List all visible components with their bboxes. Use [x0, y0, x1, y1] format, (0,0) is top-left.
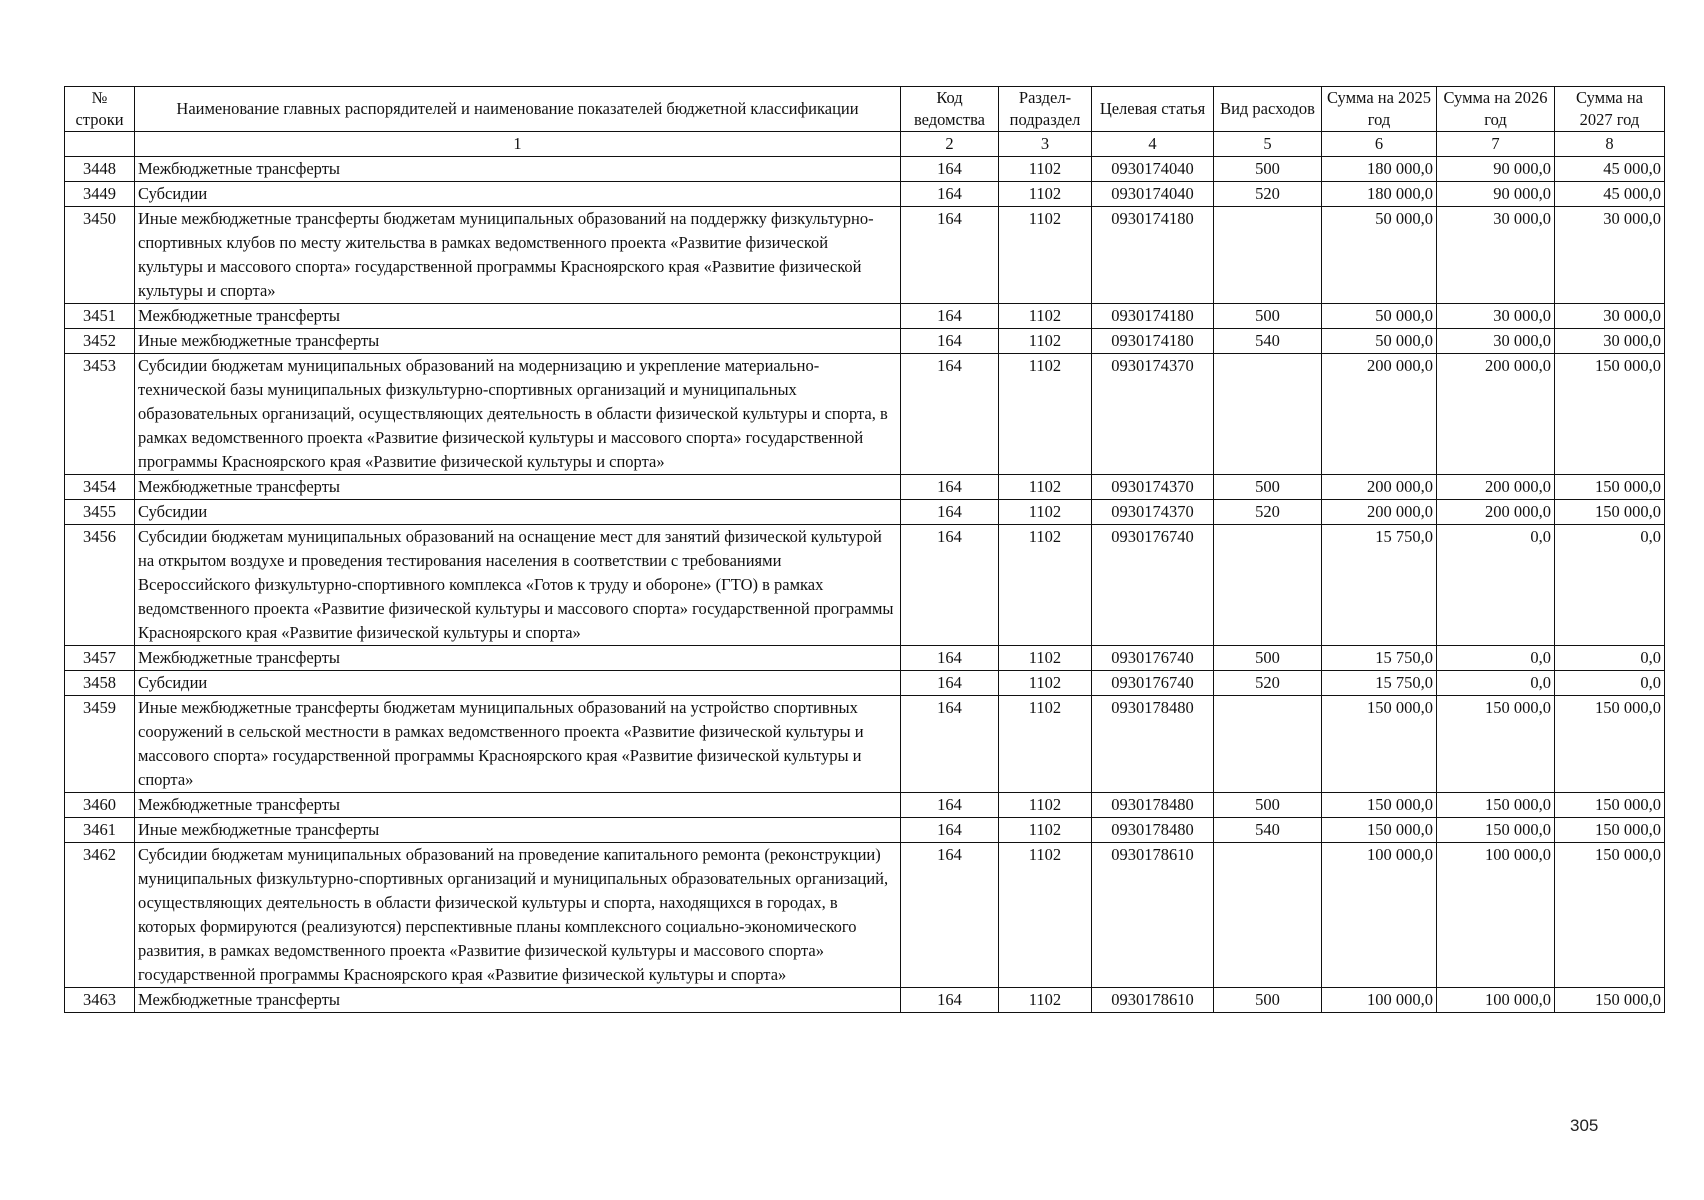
- target-article: 0930174370: [1092, 475, 1214, 500]
- row-number: 3463: [65, 988, 135, 1013]
- column-numbers-row: [65, 132, 1665, 157]
- expense-type: [1214, 696, 1322, 793]
- header-row: [65, 87, 1665, 132]
- sum-2025: 150 000,0: [1322, 818, 1437, 843]
- sum-2025: 180 000,0: [1322, 182, 1437, 207]
- table-row: [65, 646, 1665, 671]
- expense-type: 540: [1214, 818, 1322, 843]
- department-code: 164: [901, 157, 999, 182]
- table-row: [65, 500, 1665, 525]
- department-code: 164: [901, 843, 999, 988]
- column-number: 4: [1092, 132, 1214, 157]
- row-number: 3459: [65, 696, 135, 793]
- target-article: 0930178610: [1092, 843, 1214, 988]
- target-article: 0930178610: [1092, 988, 1214, 1013]
- budget-table: [64, 86, 1665, 1013]
- section-code: 1102: [999, 671, 1092, 696]
- section-code: 1102: [999, 696, 1092, 793]
- header-sum-2026: Сумма на 2026 год: [1437, 87, 1555, 132]
- table-row: [65, 182, 1665, 207]
- row-name: Межбюджетные трансферты: [135, 646, 901, 671]
- target-article: 0930176740: [1092, 525, 1214, 646]
- department-code: 164: [901, 646, 999, 671]
- row-number: 3461: [65, 818, 135, 843]
- target-article: 0930178480: [1092, 793, 1214, 818]
- table-row: [65, 696, 1665, 793]
- header-sum-2027: Сумма на 2027 год: [1555, 87, 1665, 132]
- target-article: 0930174370: [1092, 500, 1214, 525]
- department-code: 164: [901, 793, 999, 818]
- row-name: Субсидии: [135, 671, 901, 696]
- expense-type: 520: [1214, 671, 1322, 696]
- sum-2026: 200 000,0: [1437, 475, 1555, 500]
- column-number: 8: [1555, 132, 1665, 157]
- row-name: Субсидии бюджетам муниципальных образований на проведение капитального ремонта (реконструкции) муниципальных физкультурно-спортивных организаций и муниципальных образовательных организаций, осуществляющих деятельность в области физической культуры и спорта, находящихся в городах, в которых формируются (реализуются) перспективные планы комплексного социально-экономического развития, в рамках ведомственного проекта «Развитие физической культуры и массового спорта» государственной программы Красноярского края «Развитие физической культуры и спорта»: [135, 843, 901, 988]
- sum-2026: 100 000,0: [1437, 843, 1555, 988]
- column-number: 3: [999, 132, 1092, 157]
- department-code: 164: [901, 818, 999, 843]
- section-code: 1102: [999, 475, 1092, 500]
- section-code: 1102: [999, 354, 1092, 475]
- sum-2026: 90 000,0: [1437, 157, 1555, 182]
- sum-2027: 0,0: [1555, 525, 1665, 646]
- sum-2025: 50 000,0: [1322, 207, 1437, 304]
- sum-2026: 0,0: [1437, 646, 1555, 671]
- section-code: 1102: [999, 329, 1092, 354]
- row-name: Межбюджетные трансферты: [135, 475, 901, 500]
- sum-2026: 200 000,0: [1437, 354, 1555, 475]
- table-row: [65, 671, 1665, 696]
- sum-2026: 30 000,0: [1437, 207, 1555, 304]
- row-number: 3449: [65, 182, 135, 207]
- expense-type: 500: [1214, 793, 1322, 818]
- sum-2026: 0,0: [1437, 671, 1555, 696]
- table-row: [65, 329, 1665, 354]
- row-name: Субсидии бюджетам муниципальных образований на оснащение мест для занятий физической культурой на открытом воздухе и проведения тестирования населения в соответствии с требованиями Всероссийского физкультурно-спортивного комплекса «Готов к труду и обороне» (ГТО) в рамках ведомственного проекта «Развитие физической культуры и массового спорта» государственной программы Красноярского края «Развитие физической культуры и спорта»: [135, 525, 901, 646]
- target-article: 0930174040: [1092, 157, 1214, 182]
- department-code: 164: [901, 475, 999, 500]
- header-sum-2025: Сумма на 2025 год: [1322, 87, 1437, 132]
- row-number: 3456: [65, 525, 135, 646]
- section-code: 1102: [999, 525, 1092, 646]
- column-number: 7: [1437, 132, 1555, 157]
- expense-type: 540: [1214, 329, 1322, 354]
- sum-2026: 30 000,0: [1437, 329, 1555, 354]
- page-number: 305: [1570, 1116, 1599, 1135]
- sum-2027: 150 000,0: [1555, 843, 1665, 988]
- expense-type: [1214, 843, 1322, 988]
- sum-2026: 150 000,0: [1437, 793, 1555, 818]
- sum-2025: 150 000,0: [1322, 793, 1437, 818]
- sum-2025: 50 000,0: [1322, 329, 1437, 354]
- section-code: 1102: [999, 843, 1092, 988]
- table-row: [65, 207, 1665, 304]
- department-code: 164: [901, 207, 999, 304]
- expense-type: 500: [1214, 646, 1322, 671]
- target-article: 0930174370: [1092, 354, 1214, 475]
- row-name: Межбюджетные трансферты: [135, 988, 901, 1013]
- expense-type: 520: [1214, 500, 1322, 525]
- sum-2025: 200 000,0: [1322, 475, 1437, 500]
- header-name: Наименование главных распорядителей и наименование показателей бюджетной классификации: [135, 87, 901, 132]
- section-code: 1102: [999, 157, 1092, 182]
- expense-type: [1214, 207, 1322, 304]
- row-name: Субсидии: [135, 182, 901, 207]
- column-number: 2: [901, 132, 999, 157]
- section-code: 1102: [999, 646, 1092, 671]
- sum-2027: 150 000,0: [1555, 696, 1665, 793]
- expense-type: 500: [1214, 157, 1322, 182]
- row-number: 3451: [65, 304, 135, 329]
- row-number: 3450: [65, 207, 135, 304]
- row-name: Иные межбюджетные трансферты: [135, 329, 901, 354]
- target-article: 0930174180: [1092, 329, 1214, 354]
- row-number: 3448: [65, 157, 135, 182]
- sum-2025: 100 000,0: [1322, 988, 1437, 1013]
- row-number: 3455: [65, 500, 135, 525]
- section-code: 1102: [999, 818, 1092, 843]
- table-row: [65, 988, 1665, 1013]
- sum-2026: 0,0: [1437, 525, 1555, 646]
- sum-2026: 30 000,0: [1437, 304, 1555, 329]
- table-row: [65, 354, 1665, 475]
- sum-2027: 150 000,0: [1555, 500, 1665, 525]
- sum-2025: 15 750,0: [1322, 525, 1437, 646]
- department-code: 164: [901, 182, 999, 207]
- row-number: 3460: [65, 793, 135, 818]
- sum-2027: 30 000,0: [1555, 304, 1665, 329]
- row-number: 3452: [65, 329, 135, 354]
- target-article: 0930174180: [1092, 207, 1214, 304]
- sum-2026: 200 000,0: [1437, 500, 1555, 525]
- expense-type: [1214, 354, 1322, 475]
- sum-2027: 150 000,0: [1555, 988, 1665, 1013]
- table-row: [65, 793, 1665, 818]
- column-number-empty: [65, 132, 135, 157]
- header-target-article: Целевая статья: [1092, 87, 1214, 132]
- table-row: [65, 818, 1665, 843]
- sum-2025: 150 000,0: [1322, 696, 1437, 793]
- sum-2027: 45 000,0: [1555, 157, 1665, 182]
- sum-2026: 150 000,0: [1437, 696, 1555, 793]
- target-article: 0930176740: [1092, 671, 1214, 696]
- department-code: 164: [901, 525, 999, 646]
- row-name: Субсидии бюджетам муниципальных образований на модернизацию и укрепление материально-технической базы муниципальных физкультурно-спортивных организаций и муниципальных образовательных организаций, осуществляющих деятельность в области физической культуры и спорта, в рамках ведомственного проекта «Развитие физической культуры и массового спорта» государственной программы Красноярского края «Развитие физической культуры и спорта»: [135, 354, 901, 475]
- sum-2027: 0,0: [1555, 646, 1665, 671]
- row-name: Межбюджетные трансферты: [135, 304, 901, 329]
- header-row-number: № строки: [65, 87, 135, 132]
- target-article: 0930176740: [1092, 646, 1214, 671]
- sum-2026: 90 000,0: [1437, 182, 1555, 207]
- column-number: 6: [1322, 132, 1437, 157]
- row-name: Иные межбюджетные трансферты: [135, 818, 901, 843]
- department-code: 164: [901, 696, 999, 793]
- sum-2027: 150 000,0: [1555, 818, 1665, 843]
- header-expense-type: Вид расходов: [1214, 87, 1322, 132]
- expense-type: 500: [1214, 304, 1322, 329]
- sum-2027: 45 000,0: [1555, 182, 1665, 207]
- sum-2027: 150 000,0: [1555, 354, 1665, 475]
- table-body: [65, 157, 1665, 1013]
- department-code: 164: [901, 500, 999, 525]
- expense-type: [1214, 525, 1322, 646]
- section-code: 1102: [999, 793, 1092, 818]
- row-name: Иные межбюджетные трансферты бюджетам муниципальных образований на поддержку физкультурно-спортивных клубов по месту жительства в рамках ведомственного проекта «Развитие физической культуры и массового спорта» государственной программы Красноярского края «Развитие физической культуры и спорта»: [135, 207, 901, 304]
- table-row: [65, 843, 1665, 988]
- row-number: 3454: [65, 475, 135, 500]
- section-code: 1102: [999, 988, 1092, 1013]
- row-number: 3453: [65, 354, 135, 475]
- sum-2025: 100 000,0: [1322, 843, 1437, 988]
- table-row: [65, 157, 1665, 182]
- target-article: 0930174040: [1092, 182, 1214, 207]
- department-code: 164: [901, 304, 999, 329]
- department-code: 164: [901, 329, 999, 354]
- row-name: Субсидии: [135, 500, 901, 525]
- section-code: 1102: [999, 207, 1092, 304]
- sum-2025: 180 000,0: [1322, 157, 1437, 182]
- sum-2027: 30 000,0: [1555, 207, 1665, 304]
- department-code: 164: [901, 671, 999, 696]
- sum-2025: 15 750,0: [1322, 646, 1437, 671]
- sum-2027: 150 000,0: [1555, 793, 1665, 818]
- target-article: 0930174180: [1092, 304, 1214, 329]
- section-code: 1102: [999, 500, 1092, 525]
- department-code: 164: [901, 354, 999, 475]
- table-row: [65, 475, 1665, 500]
- column-number: 5: [1214, 132, 1322, 157]
- sum-2025: 15 750,0: [1322, 671, 1437, 696]
- row-number: 3462: [65, 843, 135, 988]
- expense-type: 500: [1214, 988, 1322, 1013]
- row-name: Иные межбюджетные трансферты бюджетам муниципальных образований на устройство спортивных сооружений в сельской местности в рамках ведомственного проекта «Развитие физической культуры и массового спорта» государственной программы Красноярского края «Развитие физической культуры и спорта»: [135, 696, 901, 793]
- sum-2025: 200 000,0: [1322, 500, 1437, 525]
- section-code: 1102: [999, 304, 1092, 329]
- table-row: [65, 525, 1665, 646]
- sum-2025: 50 000,0: [1322, 304, 1437, 329]
- department-code: 164: [901, 988, 999, 1013]
- sum-2027: 150 000,0: [1555, 475, 1665, 500]
- section-code: 1102: [999, 182, 1092, 207]
- row-name: Межбюджетные трансферты: [135, 793, 901, 818]
- sum-2026: 100 000,0: [1437, 988, 1555, 1013]
- row-name: Межбюджетные трансферты: [135, 157, 901, 182]
- sum-2027: 0,0: [1555, 671, 1665, 696]
- sum-2027: 30 000,0: [1555, 329, 1665, 354]
- table-row: [65, 304, 1665, 329]
- expense-type: 500: [1214, 475, 1322, 500]
- sum-2025: 200 000,0: [1322, 354, 1437, 475]
- column-number: 1: [135, 132, 901, 157]
- target-article: 0930178480: [1092, 818, 1214, 843]
- row-number: 3458: [65, 671, 135, 696]
- header-department-code: Код ведомства: [901, 87, 999, 132]
- target-article: 0930178480: [1092, 696, 1214, 793]
- row-number: 3457: [65, 646, 135, 671]
- sum-2026: 150 000,0: [1437, 818, 1555, 843]
- header-section: Раздел- подраздел: [999, 87, 1092, 132]
- expense-type: 520: [1214, 182, 1322, 207]
